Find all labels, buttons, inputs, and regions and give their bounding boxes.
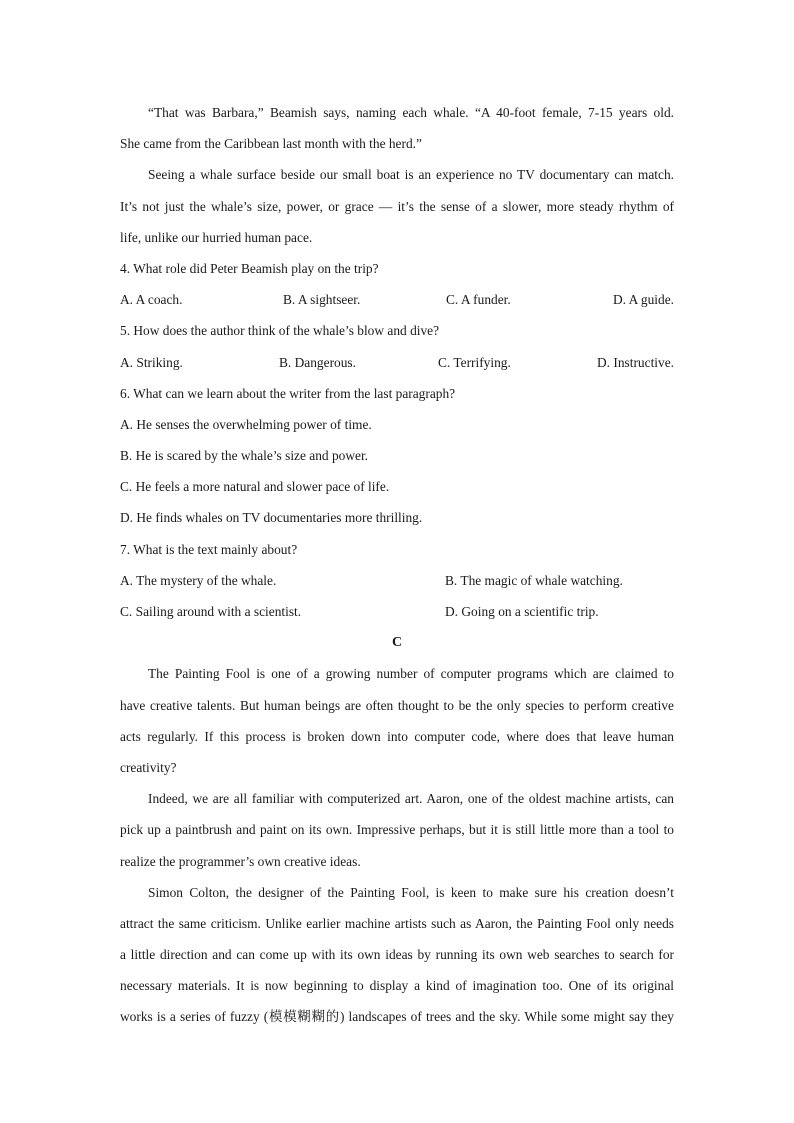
passage-c-paragraph-1 [120, 658, 674, 783]
option-c: C. Sailing around with a scientist. [120, 604, 302, 619]
option-a: A. The mystery of the whale. [120, 572, 277, 588]
option-b: B. A sightseer. [283, 292, 361, 308]
option-a: A. A coach. [120, 292, 183, 308]
text-line: have creative talents. But human beings are often thought to be the only species to perform creative [120, 697, 674, 713]
answer-options [120, 596, 674, 627]
option-a: A. He senses the overwhelming power of time. [120, 416, 372, 432]
option-b: B. Dangerous. [279, 354, 356, 370]
answer-options [120, 347, 674, 378]
text-line: Simon Colton, the designer of the Painting Fool, is keen to make sure his creation doesn’t [148, 884, 674, 900]
question-4 [120, 253, 674, 315]
question-stem: 6. What can we learn about the writer from the last paragraph? [120, 385, 456, 401]
text-line: Seeing a whale surface beside our small boat is an experience no TV documentary can match. [148, 167, 674, 183]
question-5 [120, 315, 674, 377]
question-7 [120, 534, 674, 628]
question-stem: 5. How does the author think of the whale’s blow and dive? [120, 323, 440, 339]
text-line: a little direction and can come up with its own ideas by running its own web searches to search for [120, 947, 674, 963]
text-line: attract the same criticism. Unlike earlier machine artists such as Aaron, the Painting Fool only needs [120, 915, 674, 931]
text-line: pick up a paintbrush and paint on its own. Impressive perhaps, but it is still little more than a tool to [120, 822, 674, 838]
option-c: C. Terrifying. [438, 354, 511, 370]
passage-b-paragraph-1 [120, 97, 674, 159]
text-line: necessary materials. It is now beginning to display a kind of imagination too. One of its original [120, 978, 674, 994]
passage-c-paragraph-3 [120, 877, 674, 1033]
answer-options [120, 284, 674, 315]
passage-b-paragraph-2 [120, 159, 674, 253]
text-line: She came from the Caribbean last month with the herd.” [120, 136, 422, 152]
text-line: The Painting Fool is one of a growing number of computer programs which are claimed to [148, 666, 674, 682]
text-line: realize the programmer’s own creative ideas. [120, 853, 361, 869]
passage-c-paragraph-2 [120, 783, 674, 877]
option-c: C. A funder. [446, 292, 511, 308]
option-d: D. Going on a scientific trip. [445, 604, 599, 619]
exam-page [120, 97, 674, 1033]
option-c: C. He feels a more natural and slower pace of life. [120, 479, 390, 495]
text-line: works is a series of fuzzy (模模糊糊的) landscapes of trees and the sky. While some might say they [120, 1009, 674, 1025]
section-heading: C [391, 635, 403, 651]
text-line: acts regularly. If this process is broken down into computer code, where does that leave human [120, 728, 674, 744]
option-d: D. Instructive. [597, 354, 674, 370]
text-line: “That was Barbara,” Beamish says, naming each whale. “A 40-foot female, 7-15 years old. [148, 105, 674, 120]
option-d: D. A guide. [612, 292, 674, 308]
option-b: B. He is scared by the whale’s size and power. [120, 448, 369, 464]
text-line: creativity? [120, 759, 177, 775]
question-stem: 4. What role did Peter Beamish play on the trip? [120, 260, 379, 276]
option-d: D. He finds whales on TV documentaries more thrilling. [120, 510, 423, 526]
question-6 [120, 378, 674, 534]
option-a: A. Striking. [120, 354, 183, 370]
answer-options [120, 565, 674, 596]
text-line: It’s not just the whale’s size, power, or grace — it’s the sense of a slower, more steady rhythm of [120, 198, 674, 214]
text-line: life, unlike our hurried human pace. [120, 229, 313, 245]
text-line: Indeed, we are all familiar with computerized art. Aaron, one of the oldest machine artists, can [148, 791, 674, 807]
option-b: B. The magic of whale watching. [445, 572, 623, 588]
question-stem: 7. What is the text mainly about? [120, 541, 298, 557]
